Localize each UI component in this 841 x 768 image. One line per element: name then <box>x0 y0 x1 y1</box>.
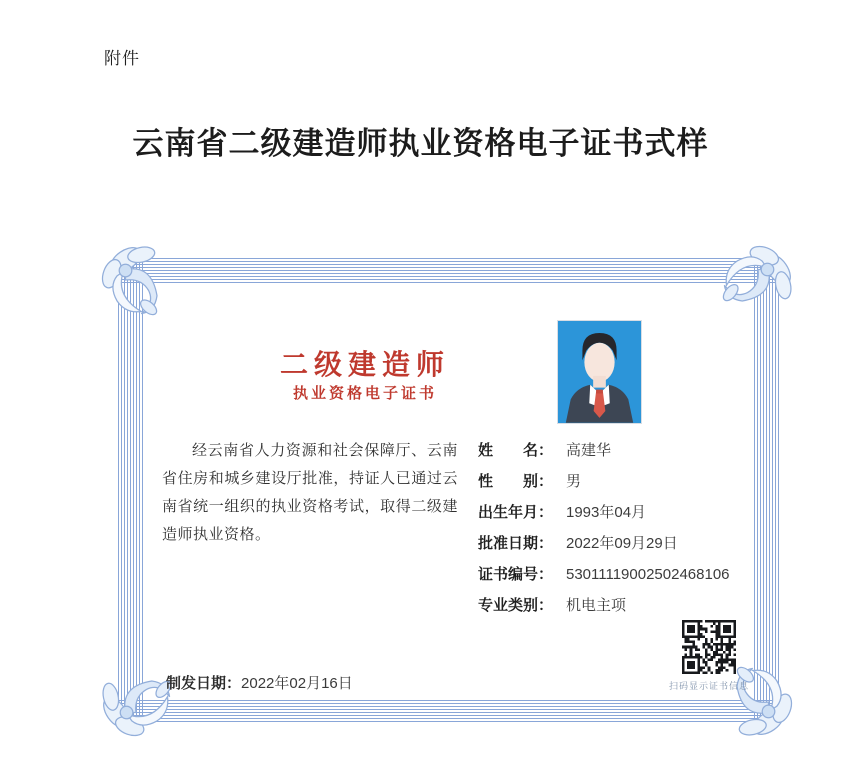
field-value: 男 <box>566 473 582 490</box>
field-row-gender <box>478 474 730 489</box>
certificate-border-bottom <box>118 700 778 724</box>
certificate-card <box>100 248 790 738</box>
qr-code-icon <box>682 620 736 674</box>
certificate-heading: 二级建造师 <box>279 349 450 380</box>
corner-ornament-icon <box>94 238 178 322</box>
certificate-border-right <box>754 258 780 724</box>
field-row-certificate-number <box>478 567 730 582</box>
person-avatar <box>558 321 641 423</box>
field-row-approval-date <box>478 536 730 551</box>
field-label: 出生年月： <box>478 504 554 521</box>
field-row-name <box>478 443 730 458</box>
certificate-subheading: 执业资格电子证书 <box>292 385 437 402</box>
id-photo <box>557 320 642 424</box>
corner-ornament-icon <box>716 238 800 322</box>
field-label: 专业类别： <box>478 597 554 614</box>
field-value: 1993年04月 <box>566 504 647 521</box>
field-row-specialty <box>478 598 730 613</box>
field-label: 批准日期： <box>478 535 554 552</box>
qr-caption: 扫码显示证书信息 <box>669 681 750 691</box>
field-row-birth-date <box>478 505 730 520</box>
attachment-label: 附件 <box>104 49 140 68</box>
field-value: 高建华 <box>566 442 612 459</box>
issue-date-row <box>166 672 353 693</box>
certificate-fields <box>478 443 730 613</box>
field-value: 2022年09月29日 <box>566 535 678 552</box>
field-label: 性 别： <box>478 473 554 490</box>
certificate-border-left <box>118 258 144 724</box>
certificate-body-text: 经云南省人力资源和社会保障厅、云南省住房和城乡建设厅批准，持证人已通过云南省统一组织的执业资格考试，取得二级建造师执业资格。 <box>162 442 458 543</box>
field-value: 53011119002502468106 <box>566 566 730 583</box>
qr-block <box>669 620 750 692</box>
page-title: 云南省二级建造师执业资格电子证书式样 <box>132 126 709 161</box>
issue-date-value: 2022年02月16日 <box>241 675 353 692</box>
field-label: 证书编号： <box>478 566 554 583</box>
field-value: 机电主项 <box>566 597 627 614</box>
issue-date-label: 制发日期： <box>166 675 242 692</box>
field-label: 姓 名： <box>478 442 554 459</box>
certificate-border-top <box>118 258 778 284</box>
